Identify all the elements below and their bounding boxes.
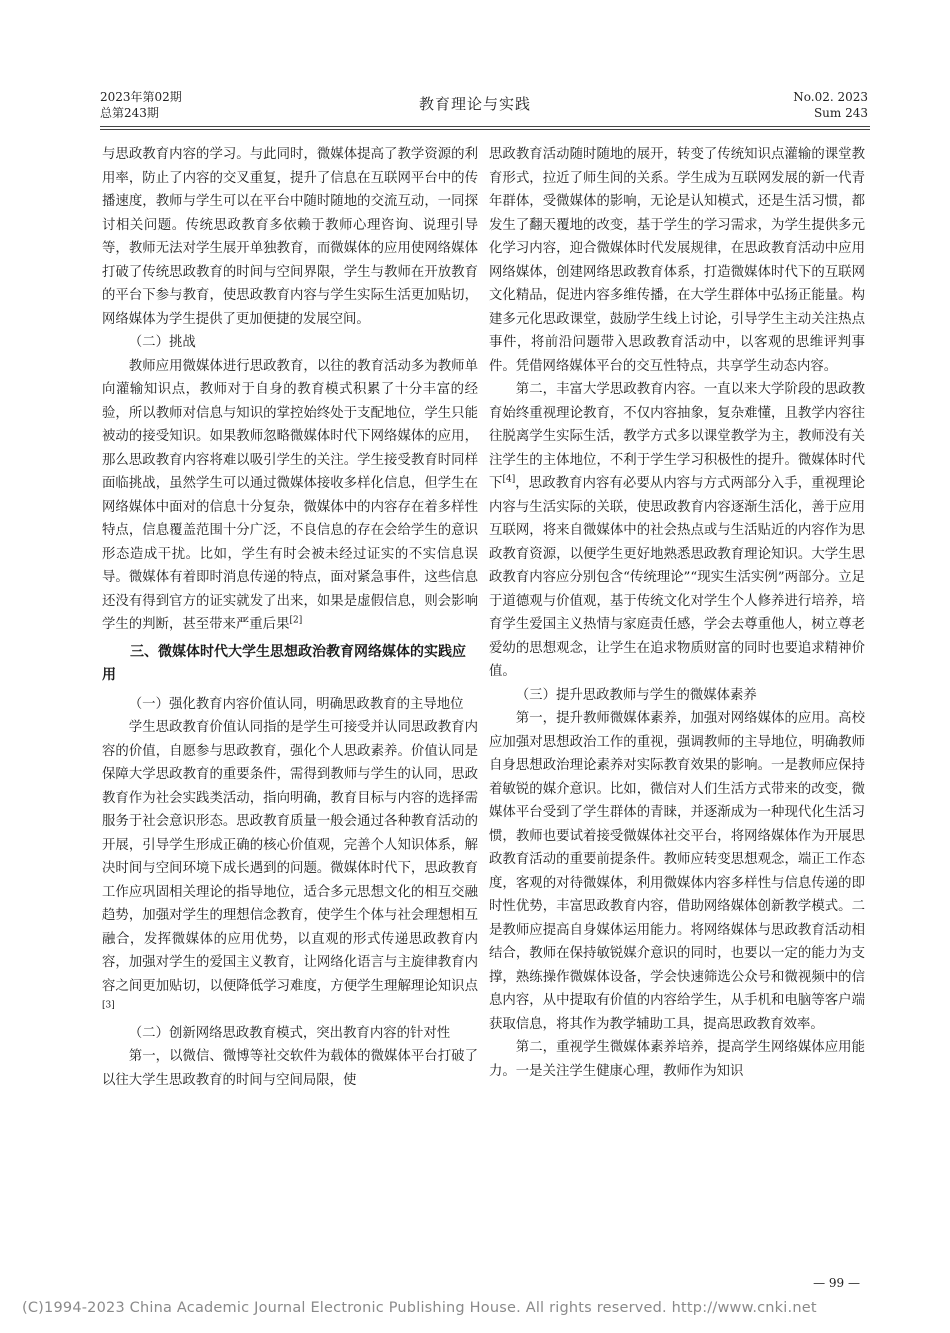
subheading: （三）提升思政教师与学生的微媒体素养 [515, 687, 757, 703]
header-issue-right [793, 89, 868, 121]
paragraph-text: 第二，丰富大学思政教育内容。一直以来大学阶段的思政教育始终重视理论教育，不仅内容抽象，复杂难懂，且教学内容往往脱离学生实际生活，教学方式多以课堂教学为主，教师没有关注学生的主体地位，不利于学生学习积极性的提升。微媒体时代下 [489, 382, 865, 491]
citation: [4] [502, 474, 516, 485]
left-column [102, 143, 478, 1092]
paragraph-text: ，思政教育内容有必要从内容与方式两部分入手，重视理论内容与生活实际的关联，使思政教育内容逐渐生活化，善于应用互联网，将来自微媒体中的社会热点或与生活贴近的内容作为思政教育资源，以便学生更好地熟悉思政教育理论知识。大学生思政教育内容应分别包含“传统理论”“现实生活实例”两部分。立足于道德观与价值观，基于传统文化对学生个人修养进行培养，培育学生爱国主义热情与家庭责任感，学会去尊重他人，树立尊老爱幼的思想观念，让学生在追求物质财富的同时也要追求精神价值。 [489, 476, 866, 679]
right-column [489, 143, 865, 1083]
paragraph [102, 716, 478, 1022]
journal-title: 教育理论与实践 [418, 95, 531, 113]
paragraph: 第一，以微信、微博等社交软件为载体的微媒体平台打破了以往大学生思政教育的时间与空间局限，使 [102, 1049, 478, 1088]
total-issue-en: Sum 243 [813, 106, 868, 120]
paragraph-text: 学生思政教育价值认同指的是学生可接受并认同思政教育内容的价值，自愿参与思政教育，强化个人思政素养。价值认同是保障大学思政教育的重要条件，需得到教师与学生的认同，思政教育作为社会实践类活动，指向明确，教育目标与内容的选择需服务于社会意识形态。思政教育质量一般会通过各种教育活动的开展，引导学生形成正确的核心价值观，完善个人知识体系，解决时间与空间环境下成长遇到的问题。微媒体时代下，思政教育工作应巩固相关理论的指导地位，适合多元思想文化的相互交融趋势，加强对学生的理想信念教育，使学生个体与社会理想相互融合，发挥微媒体的应用优势，以直观的形式传递思政教育内容，加强对学生的爱国主义教育，让网络化语言与主旋律教育内容之间更加贴切，以便降低学习难度，方便学生理解理论知识点 [102, 720, 478, 994]
paragraph [489, 378, 865, 684]
issue-cn: 2023年第02期 [100, 90, 182, 104]
subheading: （一）强化教育内容价值认同，明确思政教育的主导地位 [128, 696, 464, 712]
subheading-challenge: （二）挑战 [128, 335, 196, 350]
paragraph: 第二，重视学生微媒体素养培养，提高学生网络媒体应用能力。一是关注学生健康心理，教师作为知识 [489, 1040, 865, 1079]
total-issue-cn: 总第243期 [100, 106, 159, 120]
citation: [2] [289, 615, 303, 626]
paragraph: 与思政教育内容的学习。与此同时，微媒体提高了教学资源的利用率，防止了内容的交叉重复，提升了信息在互联网平台中的传播速度，教师与学生可以在平台中随时随地的交流互动，一同探讨相关问题。传统思政教育多依赖于教师心理咨询、说理引导等，教师无法对学生展开单独教育，而微媒体的应用使网络媒体打破了传统思政教育的时间与空间界限，学生与教师在开放教育的平台下参与教育，使思政教育内容与学生实际生活更加贴切，网络媒体为学生提供了更加便捷的发展空间。 [102, 147, 478, 327]
paragraph-text: 教师应用微媒体进行思政教育，以往的教育活动多为教师单向灌输知识点，教师对于自身的教育模式积累了十分丰富的经验，所以教师对信息与知识的掌控始终处于支配地位，学生只能被动的接受知识。如果教师忽略微媒体时代下网络媒体的应用，那么思政教育内容将难以吸引学生的关注。学生接受教育时同样面临挑战，虽然学生可以通过微媒体接收多样化信息，但学生在网络媒体中面对的信息十分复杂，微媒体中的内容存在着多样性特点，信息覆盖范围十分广泛，不良信息的存在会给学生的意识形态造成干扰。比如，学生有时会被未经过证实的不实信息误导。微媒体有着即时消息传递的特点，面对紧急事件，这些信息还没有得到官方的证实就发了出来，如果是虚假信息，则会影响学生的判断，甚至带来严重后果 [102, 358, 478, 632]
header-rule-2 [100, 129, 870, 130]
copyright-watermark: (C)1994-2023 China Academic Journal Electronic Publishing House. All rights reserved. http://www.cnki.net [22, 1300, 817, 1316]
citation: [3] [102, 1000, 115, 1011]
paragraph [102, 355, 478, 637]
section-heading: 三、微媒体时代大学生思想政治教育网络媒体的实践应用 [102, 643, 466, 683]
page-number: — 99 — [813, 1276, 860, 1290]
issue-en: No.02. 2023 [793, 90, 868, 104]
paragraph: 第一，提升教师微媒体素养，加强对网络媒体的应用。高校应加强对思想政治工作的重视，强调教师的主导地位，明确教师自身思想政治理论素养对实际教育效果的影响。一是教师应保持着敏锐的媒介意识。比如，微信对人们生活方式带来的改变，微媒体平台受到了学生群体的青睐，并逐渐成为一种现代化生活习惯，教师也要试着接受微媒体社交平台，将网络媒体作为开展思政教育活动的重要前提条件。教师应转变思想观念，端正工作态度，客观的对待微媒体，利用微媒体内容多样性与信息传递的即时性优势，丰富思政教育内容，借助网络媒体创新教学模式。二是教师应提高自身媒体运用能力。将网络媒体与思政教育活动相结合，教师在保持敏锐媒介意识的同时，也要以一定的能力为支撑，熟练操作微媒体设备，学会快速筛选公众号和微视频中的信息内容，从中提取有价值的内容给学生，从手机和电脑等客户端获取信息，将其作为教学辅助工具，提高思政教育效率。 [489, 711, 865, 1032]
header-rule [100, 126, 870, 127]
subheading: （二）创新网络思政教育模式，突出教育内容的针对性 [128, 1025, 451, 1041]
paragraph: 思政教育活动随时随地的展开，转变了传统知识点灌输的课堂教育形式，拉近了师生间的关系。学生成为互联网发展的新一代青年群体，受微媒体的影响，无论是认知模式，还是生活习惯，都发生了翻天覆地的改变，基于学生的学习需求，为学生提供多元化学习内容，迎合微媒体时代发展规律，在思政教育活动中应用网络媒体，创建网络思政教育体系，打造微媒体时代下的互联网文化精品，促进内容多维传播，在大学生群体中弘扬正能量。构建多元化思政课堂，鼓励学生线上讨论，引导学生主动关注热点事件，将前沿问题带入思政教育活动中，以客观的思维评判事件。凭借网络媒体平台的交互性特点，共享学生动态内容。 [489, 147, 865, 374]
